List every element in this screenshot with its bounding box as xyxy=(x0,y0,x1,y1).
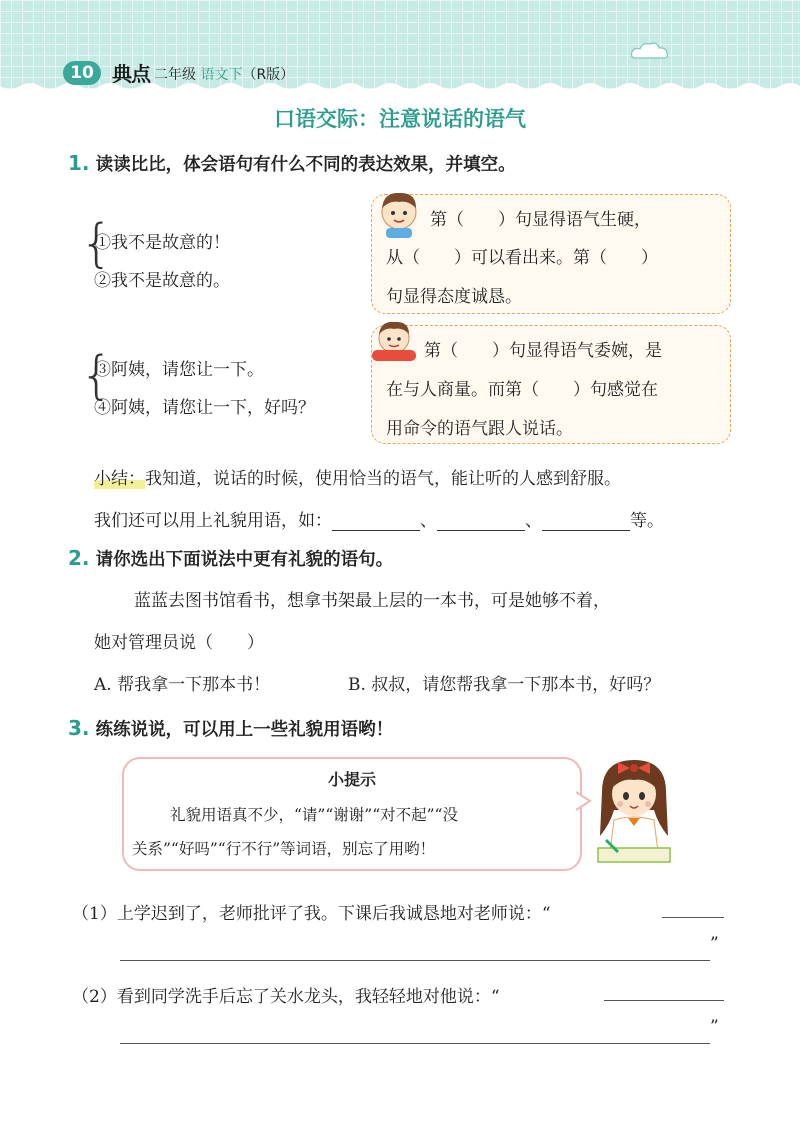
question-number: 2. xyxy=(68,546,90,570)
separator: 、 xyxy=(525,511,542,531)
tip-line-1: 礼貌用语真不少，“请”“谢谢”“对不起”“没 xyxy=(170,806,458,824)
close-quote: ” xyxy=(710,1017,719,1037)
tip-box xyxy=(122,757,582,871)
question-text: 请你选出下面说法中更有礼貌的语句。 xyxy=(95,550,394,570)
close-quote: ” xyxy=(710,934,719,954)
option-a[interactable]: A. 帮我拿一下那本书！ xyxy=(94,675,271,695)
story-line-1: 蓝蓝去图书馆看书，想拿书架最上层的一本书，可是她够不着， xyxy=(134,591,610,611)
bubble-1-line-1: 第（ ）句显得语气生硬， xyxy=(430,210,651,230)
book-title xyxy=(154,64,294,84)
brand-logo: 典点 xyxy=(112,62,150,86)
summary-text: 我知道，说话的时候，使用恰当的语气，能让听的人感到舒服。 xyxy=(145,469,621,489)
answer-blank-3[interactable] xyxy=(542,512,630,531)
bubble-1-line-3: 句显得态度诚恳。 xyxy=(386,287,522,307)
question-2-prompt xyxy=(68,546,393,571)
book-grade: 二年级 xyxy=(154,67,196,83)
boy-avatar-icon xyxy=(368,318,422,364)
book-edition: （R版） xyxy=(242,67,295,83)
story-line-2: 她对管理员说（ ） xyxy=(94,633,264,653)
girl-writing-icon xyxy=(588,752,680,868)
bubble-2-line-1: 第（ ）句显得语气委婉，是 xyxy=(424,341,662,361)
page-header xyxy=(0,0,800,92)
brace-2: { xyxy=(80,346,114,406)
page-title: 口语交际：注意说话的语气 xyxy=(274,107,526,131)
bubble-2-line-3: 用命令的语气跟人说话。 xyxy=(386,419,573,439)
bubble-2-line-2: 在与人商量。而第（ ）句感觉在 xyxy=(386,380,658,400)
exercise-item-1: （1）上学迟到了，老师批评了我。下课后我诚恳地对老师说：“ xyxy=(72,904,551,924)
answer-line-2b[interactable] xyxy=(120,1043,710,1044)
answer-line-1b[interactable] xyxy=(120,960,710,961)
answer-blank-1[interactable] xyxy=(332,512,420,531)
separator: 、 xyxy=(420,511,437,531)
option-b[interactable]: B. 叔叔，请您帮我拿一下那本书，好吗？ xyxy=(348,675,661,695)
question-1-prompt xyxy=(68,151,516,176)
exercise-item-2: （2）看到同学洗手后忘了关水龙头，我轻轻地对他说：“ xyxy=(72,987,500,1007)
tip-line-2: 关系”“好吗”“行不行”等词语，别忘了用哟！ xyxy=(132,840,436,858)
summary-label: 小结： xyxy=(94,469,145,489)
summary-line-1 xyxy=(94,464,621,489)
answer-line-2a[interactable] xyxy=(604,1000,724,1001)
question-number: 1. xyxy=(68,151,90,175)
cloud-icon xyxy=(630,40,670,62)
sentence-2: ②我不是故意的。 xyxy=(94,271,230,291)
sentence-3: ③阿姨，请您让一下。 xyxy=(94,360,264,380)
answer-line-1a[interactable] xyxy=(662,917,724,918)
brace-1: { xyxy=(80,214,114,274)
book-subject: 语文下 xyxy=(200,67,243,83)
sentence-1: ①我不是故意的！ xyxy=(94,233,230,253)
answer-blank-2[interactable] xyxy=(437,512,525,531)
summary-suffix: 等。 xyxy=(630,511,664,531)
question-number: 3. xyxy=(68,716,90,740)
tip-title: 小提示 xyxy=(327,770,376,789)
question-text: 练练说说，可以用上一些礼貌用语哟！ xyxy=(95,720,394,740)
sentence-4: ④阿姨，请您让一下，好吗？ xyxy=(94,398,315,418)
bubble-1-line-2: 从（ ）可以看出来。第（ ） xyxy=(386,248,658,268)
page-number: 10 xyxy=(63,61,101,85)
question-3-prompt xyxy=(68,716,393,741)
boy-avatar-icon xyxy=(372,188,426,240)
summary-prefix: 我们还可以用上礼貌用语，如： xyxy=(94,511,332,531)
summary-line-2 xyxy=(94,506,664,531)
question-text: 读读比比，体会语句有什么不同的表达效果，并填空。 xyxy=(95,155,516,175)
